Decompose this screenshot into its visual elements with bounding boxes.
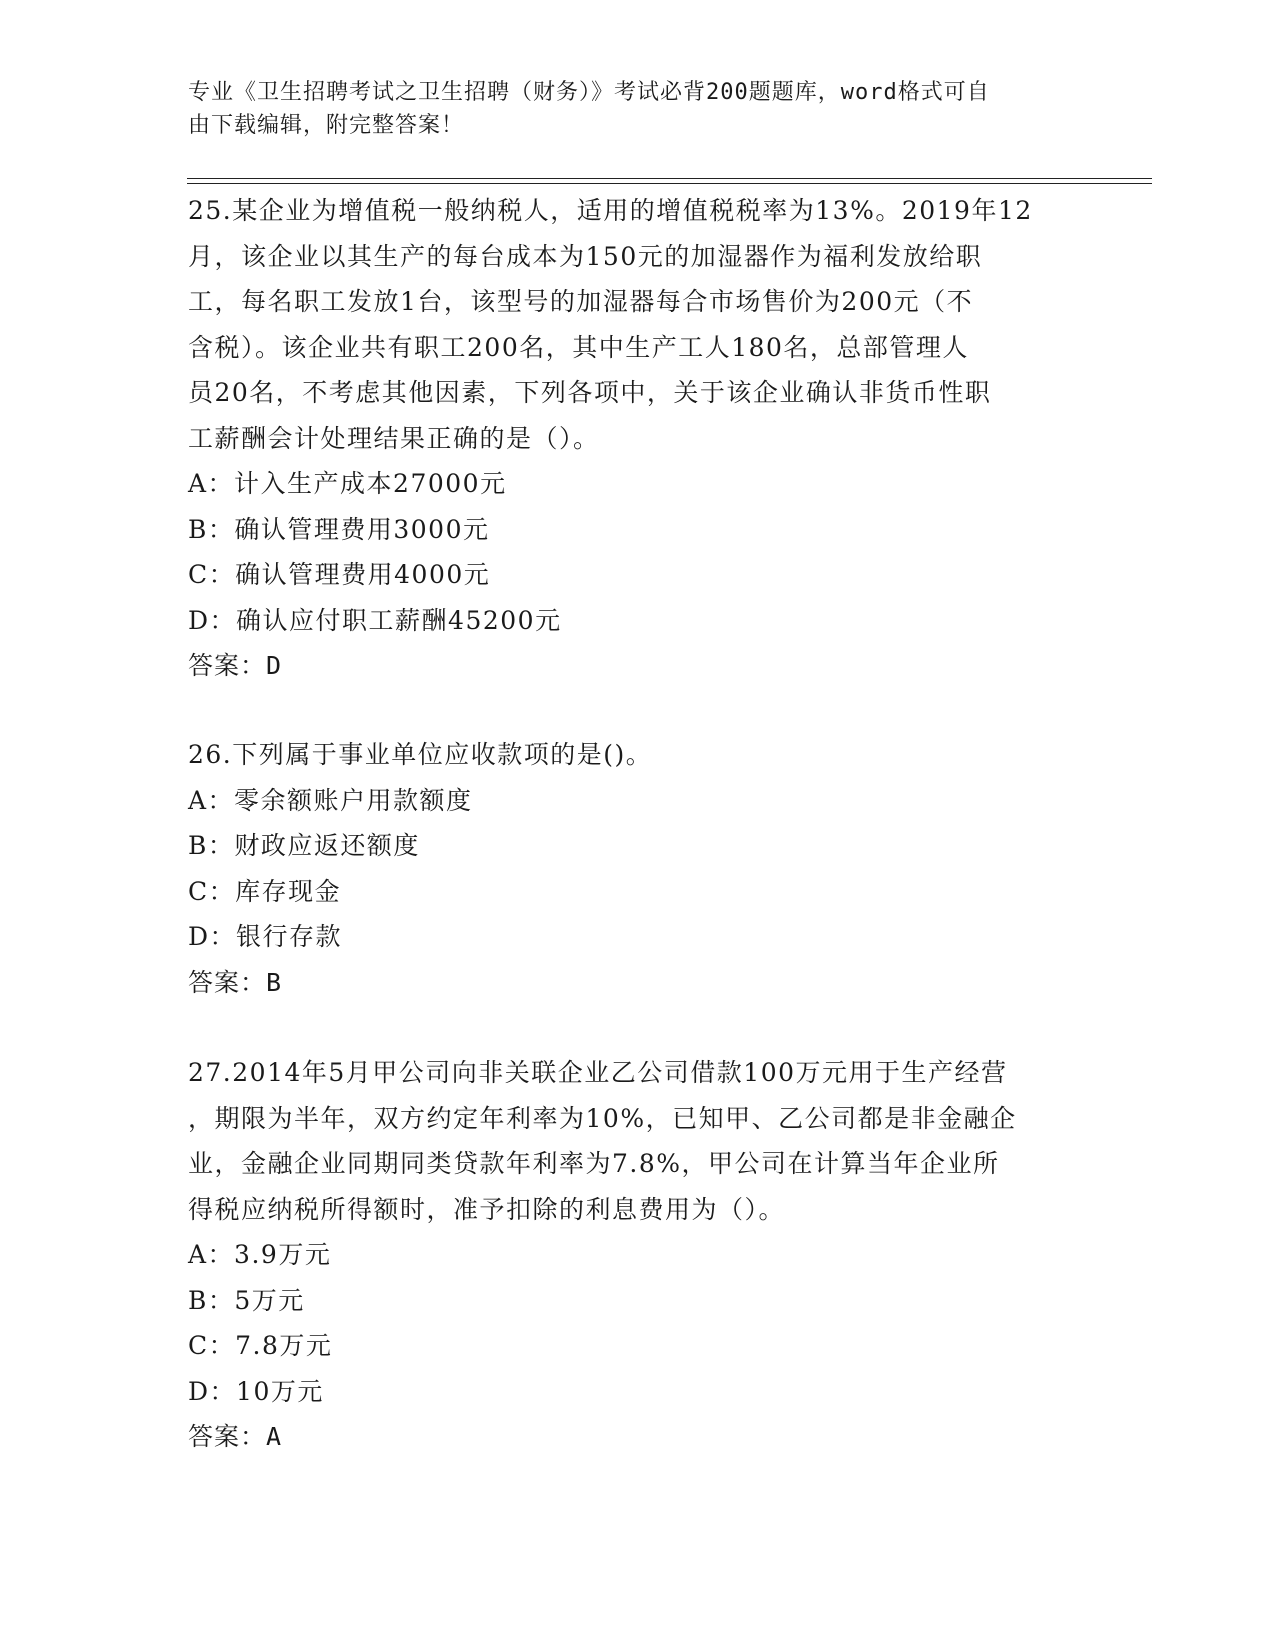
header-line: 专业《卫生招聘考试之卫生招聘（财务）》考试必背200题题库，word格式可自: [188, 80, 990, 105]
answer-label: 答案：B: [188, 967, 283, 997]
option-d: D：银行存款: [188, 922, 343, 951]
answer-label: 答案：D: [188, 651, 283, 680]
option-b: B：5万元: [188, 1285, 305, 1315]
question-27: [188, 1050, 1088, 1460]
option-c: C：确认管理费用4000元: [188, 560, 491, 589]
question-stem: [188, 732, 1088, 778]
header-divider: [187, 183, 1152, 184]
stem-line: 月，该企业以其生产的每台成本为150元的加湿器作为福利发放给职: [188, 241, 983, 271]
answer-label: 答案：A: [188, 1422, 283, 1451]
option-a: A：计入生产成本27000元: [188, 469, 507, 498]
question-26: [188, 732, 1088, 1005]
option-a: A：3.9万元: [188, 1240, 332, 1269]
stem-line: 含税）。该企业共有职工200名，其中生产工人180名，总部管理人: [188, 332, 969, 362]
option-b: B：财政应返还额度: [188, 831, 420, 860]
option-d: D：确认应付职工薪酬45200元: [188, 605, 562, 635]
stem-line: 员20名，不考虑其他因素，下列各项中，关于该企业确认非货币性职: [188, 378, 992, 407]
option-c: C：7.8万元: [188, 1331, 333, 1360]
stem-line: 得税应纳税所得额时，准予扣除的利息费用为（）。: [188, 1194, 786, 1224]
header-divider: [187, 178, 1152, 179]
stem-line: 25.某企业为增值税一般纳税人，适用的增值税税率为13%。2019年12: [188, 196, 1033, 225]
stem-line: ，期限为半年，双方约定年利率为10%，已知甲、乙公司都是非金融企: [188, 1103, 1017, 1133]
option-c: C：库存现金: [188, 876, 342, 906]
header-line: 由下载编辑，附完整答案！: [188, 113, 465, 138]
stem-line: 业，金融企业同期同类贷款年利率为7.8%，甲公司在计算当年企业所: [188, 1149, 1000, 1178]
option-a: A：零余额账户用款额度: [188, 785, 473, 815]
stem-line: 27.2014年5月甲公司向非关联企业乙公司借款100万元用于生产经营: [188, 1058, 1008, 1087]
question-25: [188, 188, 1088, 689]
question-stem: [188, 1050, 1088, 1232]
document-header: [188, 76, 1068, 142]
stem-line: 工，每名职工发放1台，该型号的加湿器每合市场售价为200元（不: [188, 287, 974, 316]
stem-line: 26.下列属于事业单位应收款项的是()。: [188, 740, 653, 769]
option-d: D：10万元: [188, 1376, 324, 1406]
option-b: B：确认管理费用3000元: [188, 514, 490, 544]
question-stem: [188, 188, 1088, 461]
stem-line: 工薪酬会计处理结果正确的是（）。: [188, 423, 600, 453]
